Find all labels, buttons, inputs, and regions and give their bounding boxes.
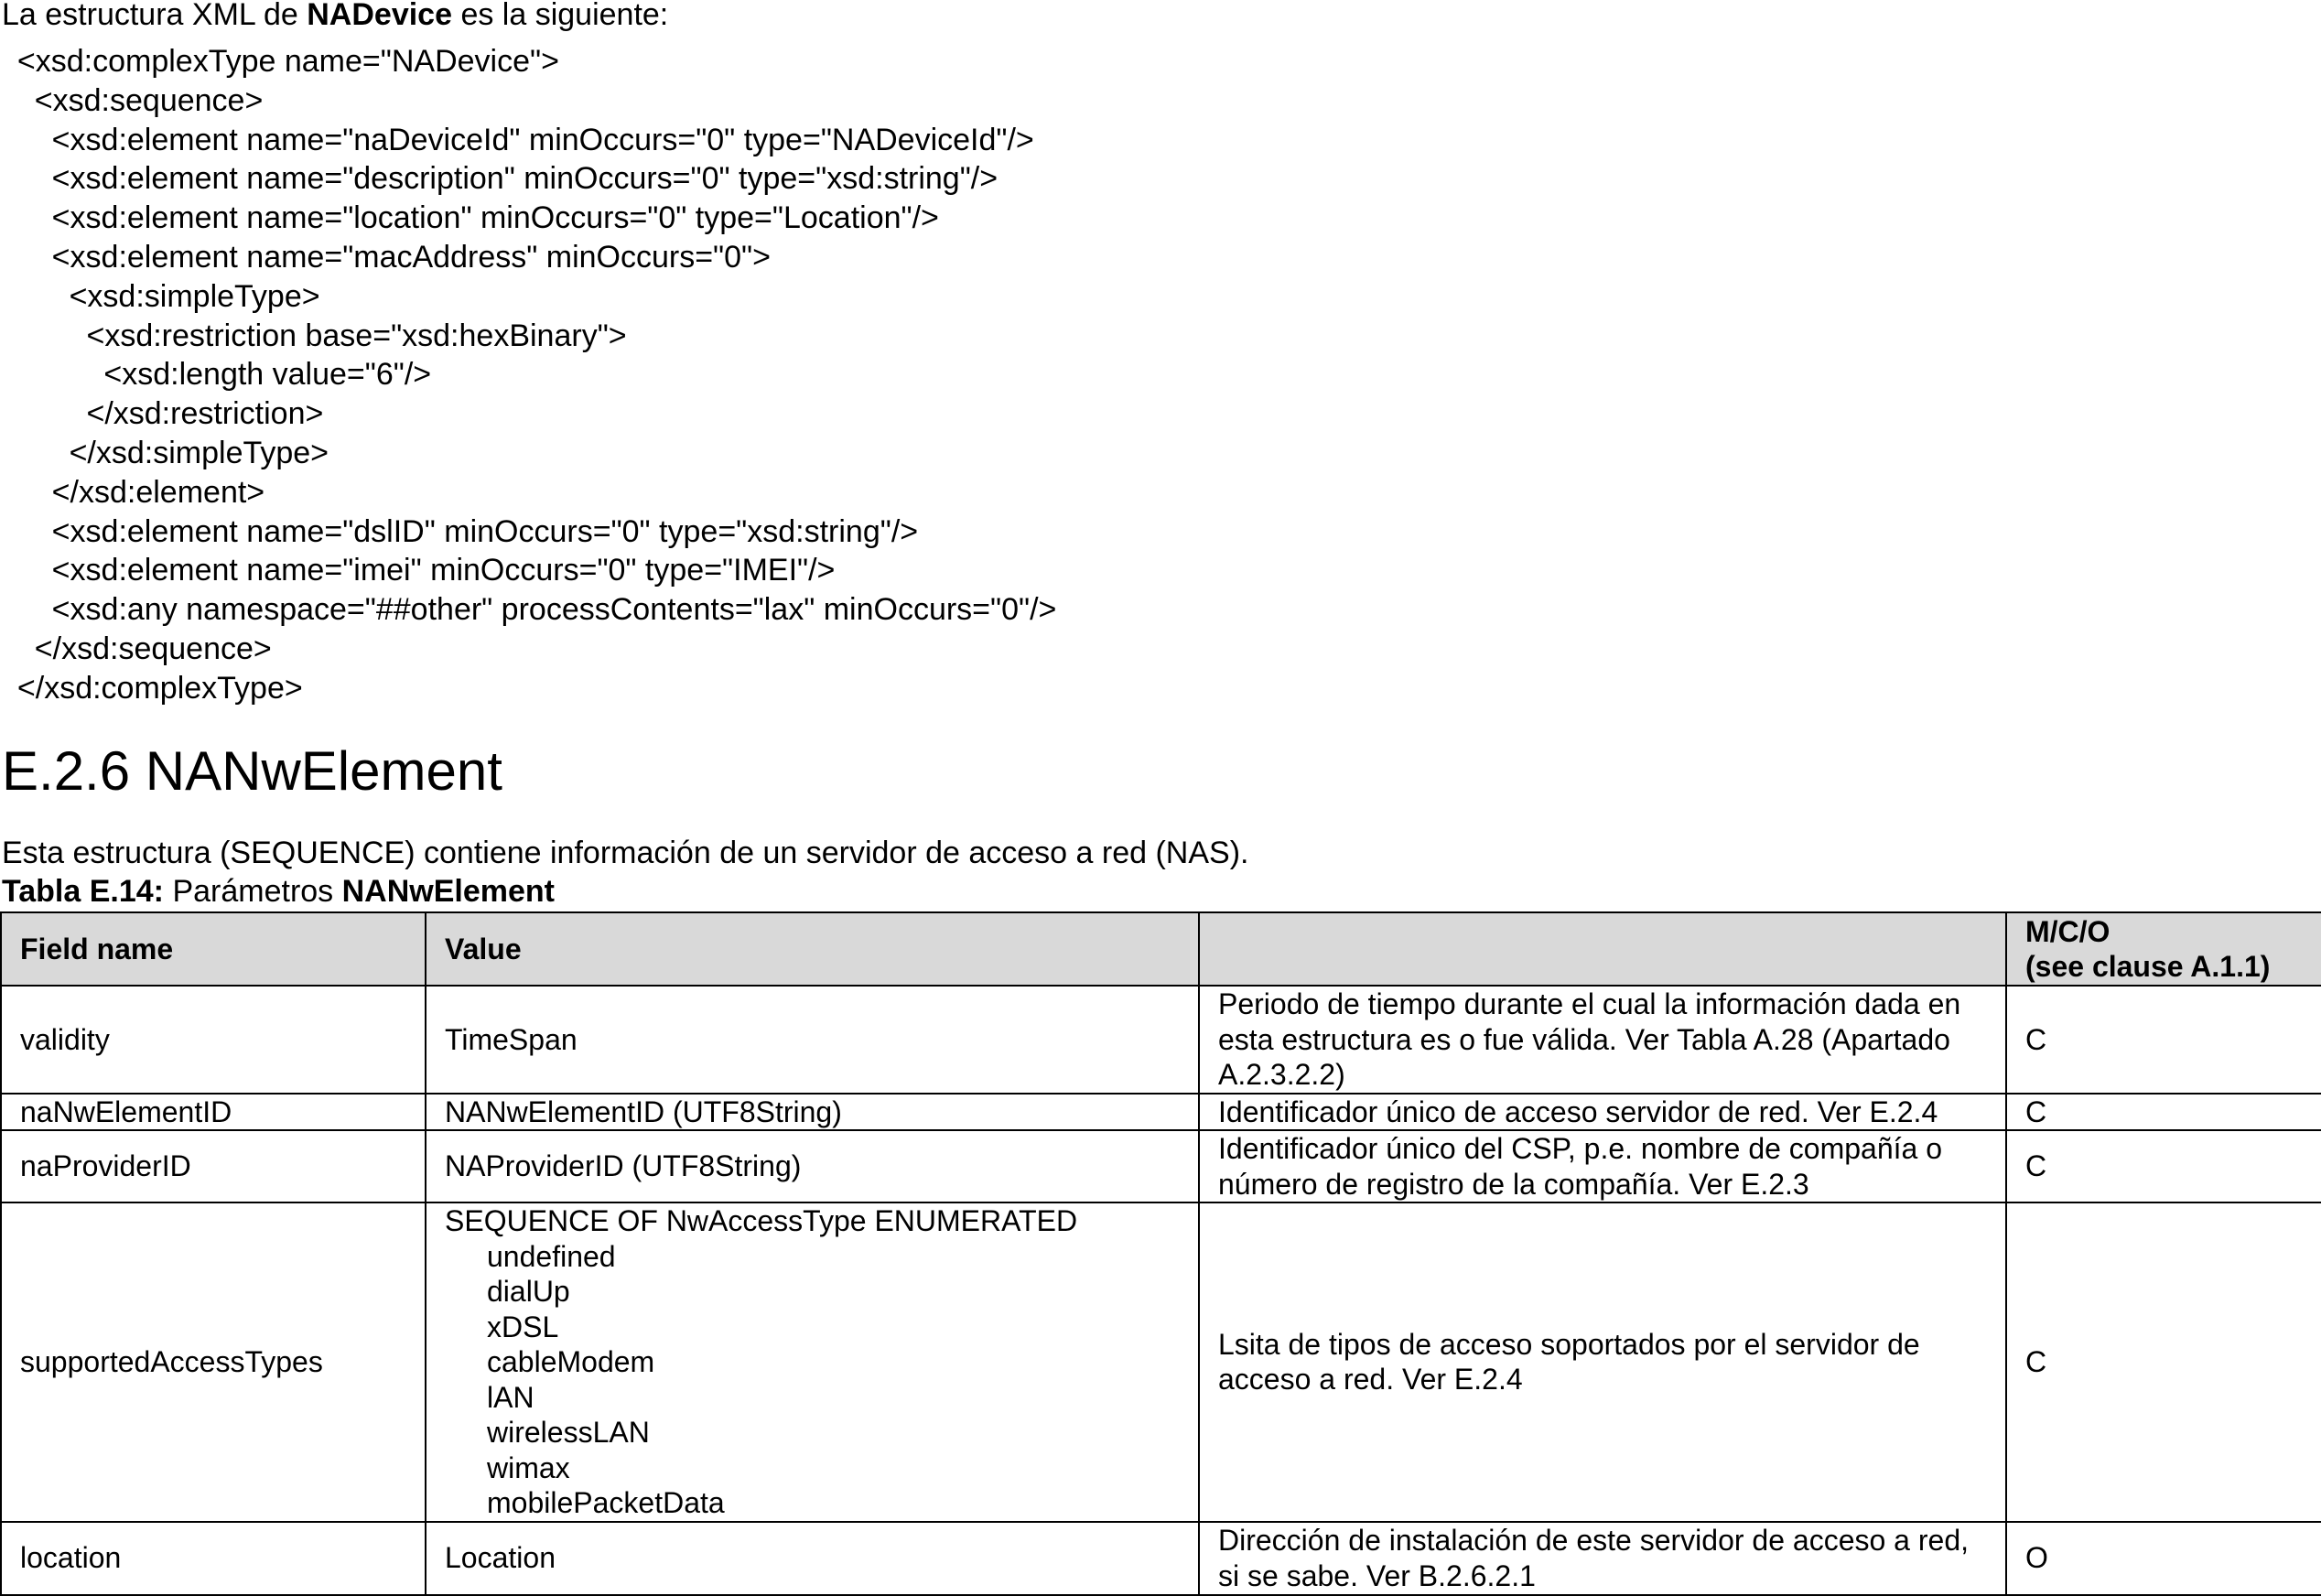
enum-item: mobilePacketData xyxy=(487,1486,725,1519)
cell-value: Location xyxy=(426,1522,1199,1595)
table-row xyxy=(1,1130,2321,1202)
cell-description: Lsita de tipos de acceso soportados por el servidor de acceso a red. Ver E.2.4 xyxy=(1199,1202,2006,1522)
parameters-table xyxy=(0,911,2321,1596)
cell-description: Periodo de tiempo durante el cual la información dada en esta estructura es o fue válida. Ver Tabla A.28 (Apartado A.2.3.2.2) xyxy=(1199,986,2006,1094)
table-row xyxy=(1,986,2321,1094)
enum-item: dialUp xyxy=(487,1275,570,1308)
header-mco xyxy=(2006,912,2321,986)
intro-paragraph xyxy=(2,0,668,33)
intro-bold-term: NADevice xyxy=(307,0,452,32)
xml-line: </xsd:simpleType> xyxy=(0,435,329,470)
intro-prefix: La estructura XML de xyxy=(2,0,308,32)
cell-field-name: supportedAccessTypes xyxy=(1,1202,426,1522)
cell-value xyxy=(426,1202,1199,1522)
cell-field-name: validity xyxy=(1,986,426,1094)
table-row xyxy=(1,1522,2321,1595)
xml-line: <xsd:simpleType> xyxy=(0,278,320,314)
cell-value: NAProviderID (UTF8String) xyxy=(426,1130,1199,1202)
table-caption xyxy=(2,873,555,910)
cell-description: Identificador único del CSP, p.e. nombre de compañía o número de registro de la compañía. Ver E.2.3 xyxy=(1199,1130,2006,1202)
enum-item: wimax xyxy=(487,1450,570,1484)
enum-item: wirelessLAN xyxy=(487,1416,650,1449)
xml-line: <xsd:sequence> xyxy=(0,82,264,118)
table-row xyxy=(1,1094,2321,1131)
xml-line: </xsd:sequence> xyxy=(0,631,272,666)
xml-line: </xsd:element> xyxy=(0,474,265,510)
enum-type-label: SEQUENCE OF NwAccessType ENUMERATED xyxy=(445,1204,1078,1237)
xml-line: <xsd:element name="description" minOccurs="0" type="xsd:string"/> xyxy=(0,161,999,197)
xml-line: <xsd:element name="naDeviceId" minOccurs="0" type="NADeviceId"/> xyxy=(0,122,1034,157)
table-row xyxy=(1,1202,2321,1522)
header-description xyxy=(1199,912,2006,986)
xml-line: <xsd:any namespace="##other" processContents="lax" minOccurs="0"/> xyxy=(0,592,1057,628)
cell-value: TimeSpan xyxy=(426,986,1199,1094)
cell-value: NANwElementID (UTF8String) xyxy=(426,1094,1199,1131)
cell-mco: C xyxy=(2006,986,2321,1094)
table-caption-label: Tabla E.14: xyxy=(2,874,164,909)
cell-description: Identificador único de acceso servidor de red. Ver E.2.4 xyxy=(1199,1094,2006,1131)
xml-line: </xsd:restriction> xyxy=(0,396,324,432)
intro-suffix: es la siguiente: xyxy=(452,0,669,32)
section-heading: E.2.6 NANwElement xyxy=(2,740,502,802)
xml-line: <xsd:element name="location" minOccurs="0" type="Location"/> xyxy=(0,200,939,236)
enum-item: lAN xyxy=(487,1380,534,1414)
cell-mco: O xyxy=(2006,1522,2321,1595)
enum-item: undefined xyxy=(487,1239,616,1273)
xml-line: <xsd:element name="macAddress" minOccurs="0"> xyxy=(0,239,771,275)
header-value: Value xyxy=(426,912,1199,986)
table-caption-text: Parámetros xyxy=(164,874,342,909)
header-mco-line1: M/C/O xyxy=(2025,915,2110,948)
enum-item: cableModem xyxy=(487,1345,655,1378)
cell-field-name: location xyxy=(1,1522,426,1595)
cell-field-name: naNwElementID xyxy=(1,1094,426,1131)
cell-mco: C xyxy=(2006,1094,2321,1131)
table-caption-bold: NANwElement xyxy=(341,874,555,909)
enum-item: xDSL xyxy=(487,1310,559,1343)
header-mco-line2: (see clause A.1.1) xyxy=(2025,950,2271,983)
section-description: Esta estructura (SEQUENCE) contiene información de un servidor de acceso a red (NAS). xyxy=(2,836,1249,870)
xml-line: </xsd:complexType> xyxy=(0,670,303,706)
xml-line: <xsd:element name="imei" minOccurs="0" type="IMEI"/> xyxy=(0,553,836,588)
xml-line: <xsd:element name="dslID" minOccurs="0" type="xsd:string"/> xyxy=(0,513,919,549)
xml-line: <xsd:complexType name="NADevice"> xyxy=(0,44,559,79)
table-header-row xyxy=(1,912,2321,986)
xml-code-block xyxy=(0,42,1056,708)
xml-line: <xsd:length value="6"/> xyxy=(0,357,432,393)
cell-field-name: naProviderID xyxy=(1,1130,426,1202)
cell-mco: C xyxy=(2006,1130,2321,1202)
header-field-name: Field name xyxy=(1,912,426,986)
xml-line: <xsd:restriction base="xsd:hexBinary"> xyxy=(0,318,627,353)
cell-mco: C xyxy=(2006,1202,2321,1522)
cell-description: Dirección de instalación de este servidor de acceso a red, si se sabe. Ver B.2.6.2.1 xyxy=(1199,1522,2006,1595)
